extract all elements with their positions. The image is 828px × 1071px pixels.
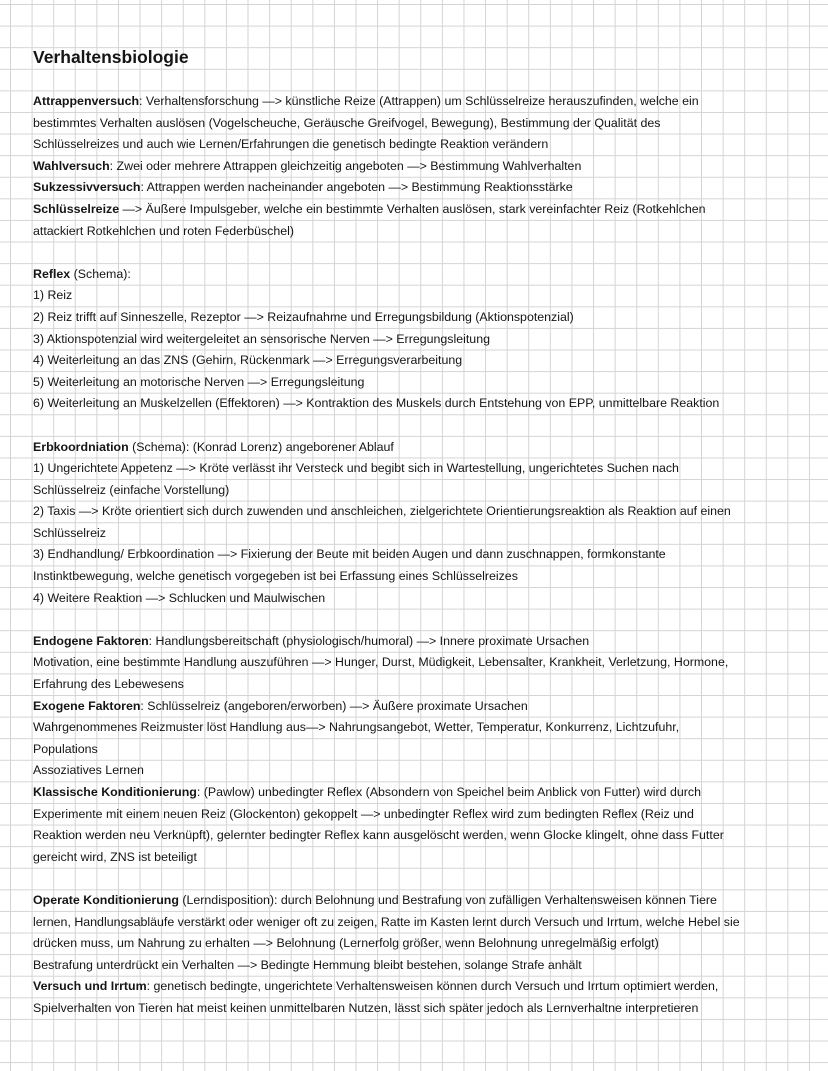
erb-line-3: 2) Taxis —> Kröte orientiert sich durch zuwenden und anschleichen, zielgerichtete Orientierungsreaktion als Reaktion auf einen xyxy=(33,504,731,519)
spacer xyxy=(33,609,793,631)
assoziativ-line: Assoziatives Lernen xyxy=(33,763,144,778)
endogen-term: Endogene Faktoren xyxy=(33,633,149,648)
exogen-line-2: Wahrgenommenes Reizmuster löst Handlung aus—> Nahrungsangebot, Wetter, Temperatur, Konkurrenz, Lichtzufuhr, xyxy=(33,720,680,735)
note-content xyxy=(33,91,793,1020)
versuch-line-2: Spielverhalten von Tieren hat meist keinen unmittelbaren Nutzen, lässt sich später jedoch als Lernverhaltne interpretieren xyxy=(33,1000,699,1015)
klassisch-line-2: Experimente mit einem neuen Reiz (Glockenton) gekoppelt —> unbedingter Reflex wird zum bedingten Reflex (Reiz und xyxy=(33,806,694,821)
versuch-term: Versuch und Irrtum xyxy=(33,979,147,994)
sukzessiv-term: Sukzessivversuch xyxy=(33,180,141,195)
attrappen-line-2: bestimmtes Verhalten auslösen (Vogelscheuche, Geräusche Greifvogel, Bewegung), Bestimmung der Qualität des xyxy=(33,115,661,130)
erb-line-4: Schlüsselreiz xyxy=(33,525,106,540)
reflex-term: Reflex xyxy=(33,266,71,281)
exogen-line-3: Populations xyxy=(33,741,98,756)
erb-heading: Erbkoordniation (Schema): (Konrad Lorenz) angeborener Ablauf xyxy=(33,439,394,454)
klassisch-line-3: Reaktion werden neu Verknüpft), gelernter bedingter Reflex kann ausgelöscht werden, wenn Glocke klingelt, ohne dass Futter xyxy=(33,828,724,843)
erb-line-2: Schlüsselreiz (einfache Vorstellung) xyxy=(33,482,230,497)
endogen-line-3: Erfahrung des Lebewesens xyxy=(33,677,184,692)
schluessel-line-2: attackiert Rotkehlchen und roten Federbüschel) xyxy=(33,223,295,238)
operant-line-1: Operate Konditionierung (Lerndisposition): durch Belohnung und Bestrafung von zufälligen Verhaltensweisen können Tiere xyxy=(33,892,717,907)
versuch-line-1: Versuch und Irrtum: genetisch bedingte, ungerichtete Verhaltensweisen können durch Versuch und Irrtum optimiert werden, xyxy=(33,979,719,994)
wahl-line: Wahlversuch: Zwei oder mehrere Attrappen gleichzeitig angeboten —> Bestimmung Wahlverhalten xyxy=(33,158,582,173)
spacer xyxy=(33,868,793,890)
erb-line-1: 1) Ungerichtete Appetenz —> Kröte verlässt ihr Versteck und begibt sich in Wartestellung, ungerichtetes Suchen nach xyxy=(33,461,679,476)
schluessel-term: Schlüsselreize xyxy=(33,201,120,216)
reflex-step: 4) Weiterleitung an das ZNS (Gehirn, Rückenmark —> Erregungsverarbeitung xyxy=(33,353,463,368)
endogen-line-2: Motivation, eine bestimmte Handlung auszuführen —> Hunger, Durst, Müdigkeit, Lebensalter, Krankheit, Verletzung, Hormone, xyxy=(33,655,729,670)
erb-line-6: Instinktbewegung, welche genetisch vorgegeben ist bei Erfassung eines Schlüsselreizes xyxy=(33,569,518,584)
page-title: Verhaltensbiologie xyxy=(33,47,189,67)
spacer xyxy=(33,415,793,437)
reflex-step: 2) Reiz trifft auf Sinneszelle, Rezeptor —> Reizaufnahme und Erregungsbildung (Aktionspotenzial) xyxy=(33,309,574,324)
reflex-step: 5) Weiterleitung an motorische Nerven —> Erregungsleitung xyxy=(33,374,365,389)
operant-line-2: lernen, Handlungsabläufe verstärkt oder weniger oft zu zeigen, Ratte im Kasten lernt durch Versuch und Irrtum, welche Hebel sie xyxy=(33,914,740,929)
endogen-line-1: Endogene Faktoren: Handlungsbereitschaft (physiologisch/humoral) —> Innere proximate Ursachen xyxy=(33,633,590,648)
erb-line-5: 3) Endhandlung/ Erbkoordination —> Fixierung der Beute mit beiden Augen und dann zuschnappen, formkonstante xyxy=(33,547,666,562)
klassisch-term: Klassische Konditionierung xyxy=(33,785,197,799)
exogen-line-1: Exogene Faktoren: Schlüsselreiz (angeboren/erworben) —> Äußere proximate Ursachen xyxy=(33,698,528,713)
exogen-term: Exogene Faktoren xyxy=(33,698,141,713)
erb-line-7: 4) Weitere Reaktion —> Schlucken und Maulwischen xyxy=(33,590,326,605)
klassisch-line-4: gereicht wird, ZNS ist beteiligt xyxy=(33,849,197,864)
attrappen-line-3: Schlüsselreizes und auch wie Lernen/Erfahrungen die genetisch bedingte Reaktion verändern xyxy=(33,137,549,152)
reflex-step: 3) Aktionspotenzial wird weitergeleitet an sensorische Nerven —> Erregungsleitung xyxy=(33,331,490,346)
klassisch-line-1: Klassische Konditionierung: (Pawlow) unbedingter Reflex (Absondern von Speichel beim Anblick von Futter) wird durch xyxy=(33,785,701,799)
spacer xyxy=(33,242,793,264)
reflex-step: 6) Weiterleitung an Muskelzellen (Effektoren) —> Kontraktion des Muskels durch Entstehung von EPP, unmittelbare Reaktion xyxy=(33,396,720,411)
wahl-term: Wahlversuch xyxy=(33,158,110,173)
reflex-heading: Reflex (Schema): xyxy=(33,266,131,281)
erb-term: Erbkoordniation xyxy=(33,439,129,454)
sukzessiv-line: Sukzessivversuch: Attrappen werden nacheinander angeboten —> Bestimmung Reaktionsstärke xyxy=(33,180,573,195)
schluessel-line-1: Schlüsselreize —> Äußere Impulsgeber, welche ein bestimmte Verhalten auslösen, stark vereinfachter Reiz (Rotkehlchen xyxy=(33,201,706,216)
reflex-step: 1) Reiz xyxy=(33,288,73,303)
operant-line-4: Bestrafung unterdrückt ein Verhalten —> Bedingte Hemmung bleibt bestehen, solange Strafe anhält xyxy=(33,957,582,972)
attrappen-line-1: Attrappenversuch: Verhaltensforschung —> künstliche Reize (Attrappen) um Schlüsselreize herauszufinden, welche ein xyxy=(33,94,699,108)
attrappen-term: Attrappenversuch xyxy=(33,94,140,108)
operant-term: Operate Konditionierung xyxy=(33,892,179,907)
operant-line-3: drücken muss, um Nahrung zu erhalten —> Belohnung (Lernerfolg größer, wenn Belohnung unregelmäßig erfolgt) xyxy=(33,936,659,951)
